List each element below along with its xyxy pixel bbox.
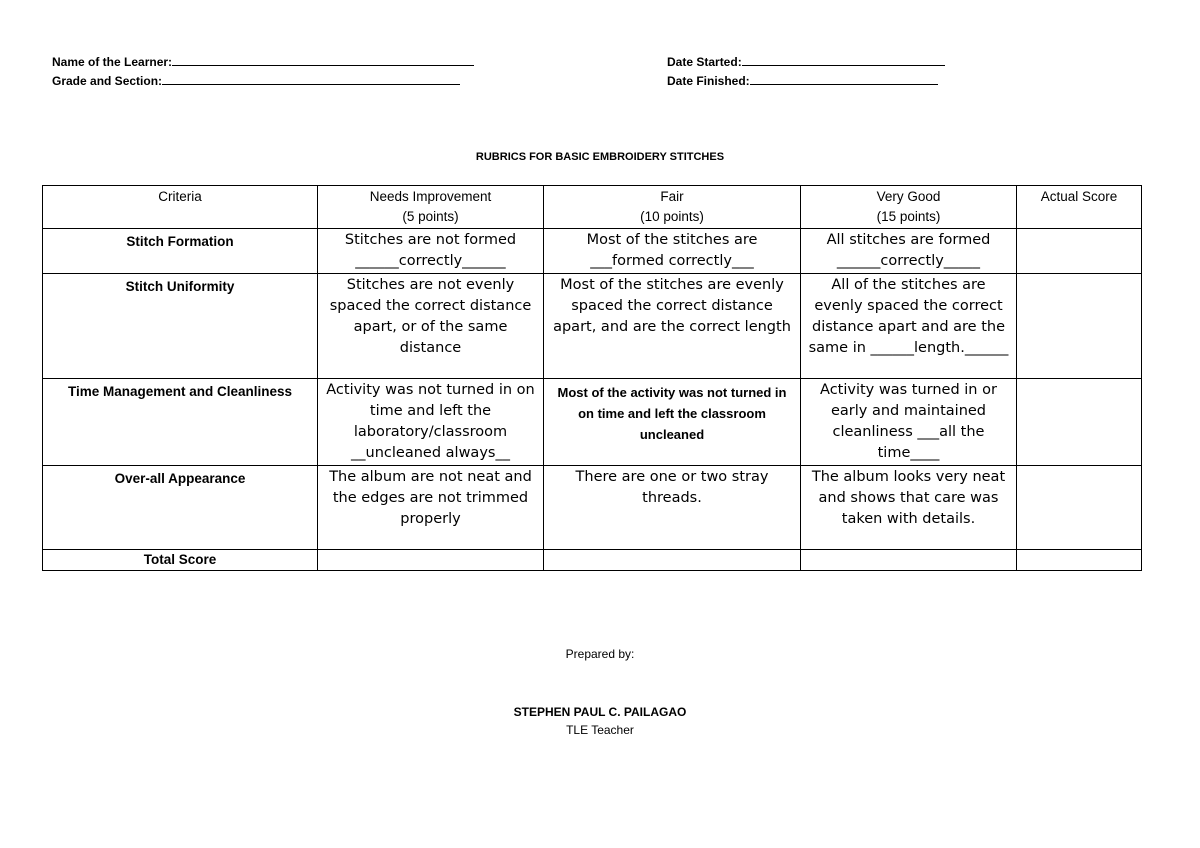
table-row [43,379,1142,466]
learner-name-line [172,54,474,66]
column-fair-points: (10 points) [640,209,704,224]
fair-cell: Most of the stitches are ___formed correctly___ [544,229,801,274]
total-very-good-cell [801,550,1017,571]
total-score-label: Total Score [43,550,318,571]
date-finished-label: Date Finished: [667,74,750,88]
date-started-line [742,54,945,66]
very-good-cell: The album looks very neat and shows that care was taken with details. [801,466,1017,550]
grade-section-label: Grade and Section: [52,74,163,88]
grade-section-line [162,73,460,85]
column-criteria-label: Criteria [158,189,202,204]
needs-improvement-cell: Activity was not turned in on time and left the laboratory/classroom __uncleaned always__ [318,379,544,466]
needs-improvement-cell: The album are not neat and the edges are not trimmed properly [318,466,544,550]
table-header-row [43,186,1142,229]
column-very-good-points: (15 points) [876,209,941,224]
criteria-cell: Stitch Uniformity [43,274,318,379]
fair-cell: Most of the activity was not turned in on time and left the classroom uncleaned [544,379,801,466]
criteria-cell: Time Management and Cleanliness [43,379,318,466]
grade-section-field[interactable] [52,73,460,88]
actual-score-cell[interactable] [1017,379,1142,466]
very-good-cell: Activity was turned in or early and maintained cleanliness ___all the time____ [801,379,1017,466]
column-very-good-label: Very Good [876,189,941,204]
column-header-actual-score [1017,186,1142,229]
fair-cell: There are one or two stray threads. [544,466,801,550]
column-header-fair [544,186,801,229]
rubric-table [42,185,1142,571]
table-row [43,466,1142,550]
actual-score-cell[interactable] [1017,229,1142,274]
criteria-cell: Over-all Appearance [43,466,318,550]
column-needs-improvement-points: (5 points) [402,209,459,224]
very-good-cell: All of the stitches are evenly spaced the correct distance apart and are the same in ______length.______ [801,274,1017,379]
total-needs-improvement-cell [318,550,544,571]
document-title: RUBRICS FOR BASIC EMBROIDERY STITCHES [475,151,725,163]
date-finished-field[interactable] [667,73,938,88]
actual-score-cell[interactable] [1017,274,1142,379]
criteria-cell: Stitch Formation [43,229,318,274]
learner-name-field[interactable] [52,54,474,69]
fair-cell: Most of the stitches are evenly spaced the correct distance apart, and are the correct length [544,274,801,379]
total-fair-cell [544,550,801,571]
needs-improvement-cell: Stitches are not evenly spaced the correct distance apart, or of the same distance [318,274,544,379]
preparer-position: TLE Teacher [566,723,634,737]
column-header-needs-improvement [318,186,544,229]
column-header-criteria [43,186,318,229]
needs-improvement-cell: Stitches are not formed ______correctly______ [318,229,544,274]
table-row [43,229,1142,274]
very-good-cell: All stitches are formed ______correctly_____ [801,229,1017,274]
total-score-row [43,550,1142,571]
learner-name-label: Name of the Learner: [52,55,173,69]
column-needs-improvement-label: Needs Improvement [369,189,492,204]
actual-score-cell[interactable] [1017,466,1142,550]
column-header-very-good [801,186,1017,229]
date-started-label: Date Started: [667,55,742,69]
date-finished-line [750,73,938,85]
column-actual-score-label: Actual Score [1040,189,1118,204]
preparer-name: STEPHEN PAUL C. PAILAGAO [513,705,687,719]
total-actual-score-cell[interactable] [1017,550,1142,571]
prepared-by-label: Prepared by: [565,647,635,661]
table-row [43,274,1142,379]
date-started-field[interactable] [667,54,945,69]
column-fair-label: Fair [660,189,684,204]
